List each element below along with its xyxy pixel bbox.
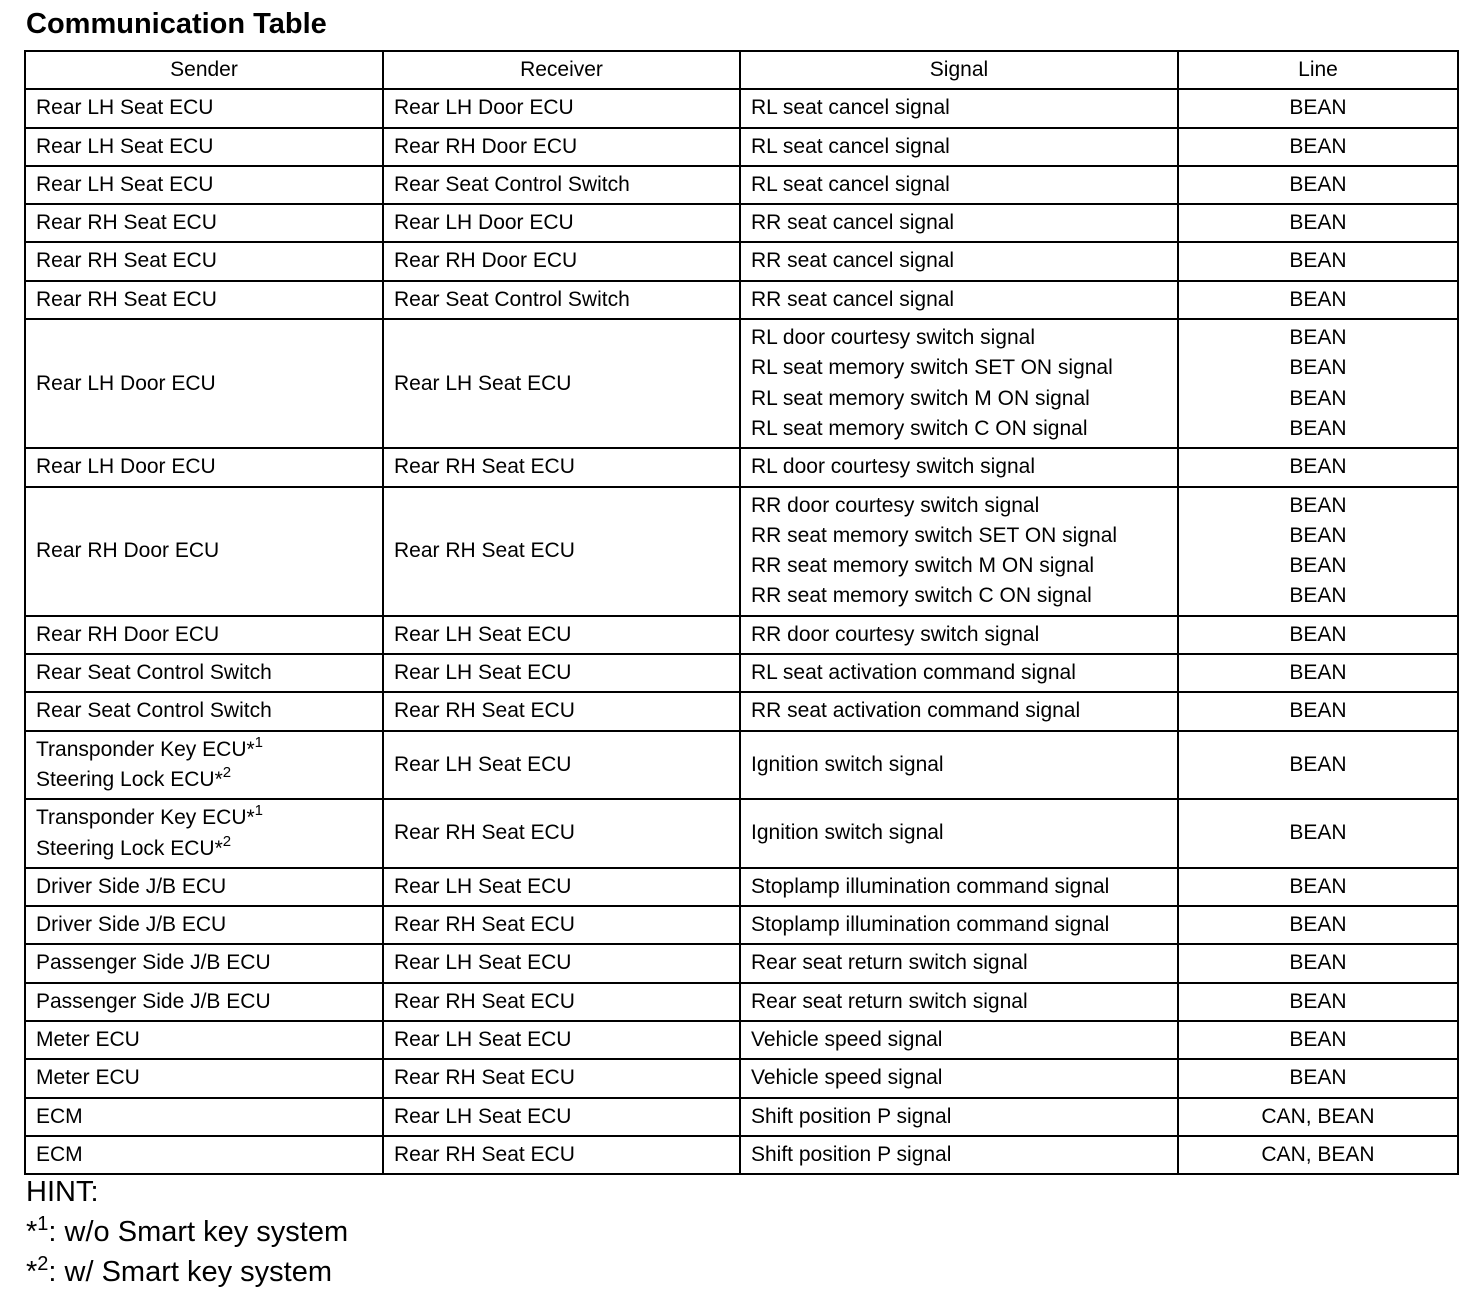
sender-text: Transponder Key ECU* [36, 806, 255, 830]
signal-name: RR door courtesy switch signal [751, 622, 1040, 646]
signal-name: RL door courtesy switch signal [751, 326, 1036, 350]
sender-cell [25, 944, 383, 982]
sender-text: Passenger Side J/B ECU [36, 951, 271, 975]
signal-cell [740, 319, 1178, 448]
signal-name: RL door courtesy switch signal [751, 455, 1036, 479]
receiver-cell: Rear RH Seat ECU [383, 983, 740, 1021]
signal-name: RR seat memory switch M ON signal [751, 554, 1095, 578]
line-type: BEAN [1289, 752, 1347, 776]
table-body [25, 89, 1458, 1174]
signal-name: Ignition switch signal [751, 752, 944, 776]
line-cell [1178, 692, 1458, 730]
signal-name: RR door courtesy switch signal [751, 493, 1040, 517]
line-type: BEAN [1289, 455, 1347, 479]
line-cell [1178, 868, 1458, 906]
receiver-cell: Rear RH Seat ECU [383, 1059, 740, 1097]
receiver-cell: Rear Seat Control Switch [383, 166, 740, 204]
line-type: BEAN [1289, 622, 1347, 646]
signal-name: RL seat cancel signal [751, 134, 950, 158]
sender-text: Rear Seat Control Switch [36, 699, 272, 723]
sender-text: Meter ECU [36, 1028, 140, 1052]
sender-cell [25, 1021, 383, 1059]
sender-cell [25, 281, 383, 319]
sender-text: Steering Lock ECU* [36, 767, 223, 791]
line-type: BEAN [1289, 989, 1347, 1013]
line-type: BEAN [1289, 821, 1347, 845]
signal-cell [740, 983, 1178, 1021]
sender-text: Rear RH Door ECU [36, 622, 220, 646]
receiver-cell: Rear RH Door ECU [383, 128, 740, 166]
signal-cell [740, 281, 1178, 319]
signal-name: Stoplamp illumination command signal [751, 913, 1110, 937]
line-type: BEAN [1289, 416, 1347, 440]
signal-name: Shift position P signal [751, 1104, 952, 1128]
signal-name: RL seat cancel signal [751, 96, 950, 120]
line-type: BEAN [1289, 96, 1347, 120]
table-row [25, 944, 1458, 982]
sender-name [36, 658, 372, 688]
line-type: BEAN [1289, 554, 1347, 578]
line-type: BEAN [1289, 249, 1347, 273]
table-row [25, 983, 1458, 1021]
sender-cell [25, 319, 383, 448]
sender-text: Rear RH Seat ECU [36, 211, 217, 235]
line-type: BEAN [1289, 356, 1347, 380]
sender-cell [25, 204, 383, 242]
signal-name: RL seat cancel signal [751, 172, 950, 196]
sender-name [36, 369, 372, 399]
signal-cell [740, 448, 1178, 486]
signal-name: Vehicle speed signal [751, 1028, 943, 1052]
signal-cell [740, 906, 1178, 944]
sender-text: Rear RH Seat ECU [36, 287, 217, 311]
table-row [25, 204, 1458, 242]
sender-cell [25, 242, 383, 280]
sender-text: Rear LH Door ECU [36, 455, 216, 479]
line-type: BEAN [1289, 699, 1347, 723]
sender-text: Steering Lock ECU* [36, 836, 223, 860]
line-cell [1178, 319, 1458, 448]
receiver-cell: Rear RH Seat ECU [383, 1136, 740, 1174]
line-type: BEAN [1289, 386, 1347, 410]
receiver-cell: Rear LH Seat ECU [383, 1098, 740, 1136]
signal-name: RR seat cancel signal [751, 287, 955, 311]
receiver-cell: Rear RH Seat ECU [383, 799, 740, 868]
hint-note [26, 1212, 348, 1252]
signal-cell [740, 1098, 1178, 1136]
receiver-cell: Rear LH Seat ECU [383, 1021, 740, 1059]
sender-name [36, 1102, 372, 1132]
sender-cell [25, 89, 383, 127]
signal-cell [740, 692, 1178, 730]
line-type: BEAN [1289, 951, 1347, 975]
line-cell [1178, 1021, 1458, 1059]
sender-text: Passenger Side J/B ECU [36, 989, 271, 1013]
signal-cell [740, 204, 1178, 242]
signal-name: RL seat memory switch C ON signal [751, 416, 1088, 440]
sender-text: Meter ECU [36, 1066, 140, 1090]
hint-note [26, 1252, 348, 1292]
table-row [25, 448, 1458, 486]
signal-cell [740, 868, 1178, 906]
line-type: CAN, BEAN [1261, 1104, 1375, 1128]
signal-name: Shift position P signal [751, 1142, 952, 1166]
receiver-cell: Rear RH Seat ECU [383, 448, 740, 486]
sender-text: Transponder Key ECU* [36, 737, 255, 761]
table-row [25, 166, 1458, 204]
signal-cell [740, 654, 1178, 692]
hint-section [26, 1172, 348, 1292]
line-type: BEAN [1289, 287, 1347, 311]
sender-text: Rear RH Door ECU [36, 539, 220, 562]
line-cell [1178, 1098, 1458, 1136]
footnote-superscript: 1 [254, 802, 263, 820]
table-header-row [25, 51, 1458, 89]
signal-cell [740, 731, 1178, 800]
sender-name [36, 1140, 372, 1170]
line-type: BEAN [1289, 1028, 1347, 1052]
sender-name [36, 93, 372, 123]
line-type: BEAN [1289, 523, 1347, 547]
sender-name [36, 872, 372, 902]
sender-name [36, 948, 372, 978]
line-type: BEAN [1289, 493, 1347, 517]
sender-name [36, 803, 372, 833]
sender-cell [25, 906, 383, 944]
signal-cell [740, 1021, 1178, 1059]
sender-cell [25, 1098, 383, 1136]
line-cell [1178, 906, 1458, 944]
table-row [25, 654, 1458, 692]
sender-cell [25, 983, 383, 1021]
table-row [25, 128, 1458, 166]
sender-cell [25, 487, 383, 616]
sender-name [36, 208, 372, 238]
sender-cell [25, 731, 383, 800]
hint-note-mark: * [26, 1256, 38, 1288]
table-row [25, 616, 1458, 654]
sender-cell [25, 128, 383, 166]
line-cell [1178, 281, 1458, 319]
hint-note-mark: * [26, 1216, 38, 1248]
sender-cell [25, 868, 383, 906]
signal-cell [740, 944, 1178, 982]
signal-cell [740, 89, 1178, 127]
receiver-cell: Rear Seat Control Switch [383, 281, 740, 319]
table-row [25, 1021, 1458, 1059]
header-receiver: Receiver [383, 51, 740, 89]
sender-name [36, 285, 372, 315]
sender-cell [25, 448, 383, 486]
footnote-superscript: 2 [222, 832, 232, 850]
signal-cell [740, 1059, 1178, 1097]
line-type: BEAN [1289, 211, 1347, 235]
receiver-cell: Rear RH Seat ECU [383, 487, 740, 616]
sender-name [36, 765, 372, 795]
signal-cell [740, 1136, 1178, 1174]
sender-name [36, 696, 372, 726]
page-title: Communication Table [26, 8, 327, 40]
sender-name [36, 834, 372, 864]
sender-name [36, 246, 372, 276]
sender-name [36, 910, 372, 940]
table-row [25, 906, 1458, 944]
sender-cell [25, 1136, 383, 1174]
signal-name: Stoplamp illumination command signal [751, 874, 1110, 898]
line-cell [1178, 242, 1458, 280]
signal-cell [740, 242, 1178, 280]
header-line: Line [1178, 51, 1458, 89]
line-cell [1178, 616, 1458, 654]
receiver-cell: Rear LH Seat ECU [383, 319, 740, 448]
hint-note-superscript: 2 [37, 1253, 49, 1275]
hint-note-text: : w/o Smart key system [48, 1216, 349, 1248]
table-row [25, 692, 1458, 730]
receiver-cell: Rear LH Seat ECU [383, 868, 740, 906]
receiver-cell: Rear LH Door ECU [383, 89, 740, 127]
receiver-cell: Rear LH Seat ECU [383, 616, 740, 654]
table-row [25, 487, 1458, 616]
signal-cell [740, 166, 1178, 204]
table-row [25, 731, 1458, 800]
line-cell [1178, 799, 1458, 868]
receiver-cell: Rear LH Seat ECU [383, 654, 740, 692]
sender-text: Rear LH Seat ECU [36, 134, 214, 158]
line-cell [1178, 1136, 1458, 1174]
receiver-cell: Rear RH Seat ECU [383, 692, 740, 730]
sender-name [36, 452, 372, 482]
table-row [25, 242, 1458, 280]
header-signal: Signal [740, 51, 1178, 89]
line-cell [1178, 448, 1458, 486]
sender-name [36, 735, 372, 765]
line-cell [1178, 654, 1458, 692]
line-type: BEAN [1289, 1066, 1347, 1090]
sender-cell [25, 692, 383, 730]
signal-cell [740, 616, 1178, 654]
line-cell [1178, 983, 1458, 1021]
signal-name: RR seat memory switch C ON signal [751, 584, 1092, 608]
signal-name: RR seat cancel signal [751, 249, 955, 273]
signal-name: RL seat memory switch M ON signal [751, 386, 1090, 410]
sender-cell [25, 799, 383, 868]
receiver-cell: Rear LH Seat ECU [383, 944, 740, 982]
sender-text: ECM [36, 1104, 83, 1128]
sender-text: Rear LH Door ECU [36, 371, 216, 395]
signal-name: RR seat activation command signal [751, 699, 1081, 723]
line-cell [1178, 204, 1458, 242]
footnote-superscript: 2 [222, 763, 232, 781]
receiver-cell: Rear RH Seat ECU [383, 906, 740, 944]
sender-text: ECM [36, 1142, 83, 1166]
table-row [25, 1059, 1458, 1097]
sender-name [36, 536, 372, 566]
sender-cell [25, 1059, 383, 1097]
line-type: BEAN [1289, 913, 1347, 937]
line-type: BEAN [1289, 326, 1347, 350]
signal-cell [740, 128, 1178, 166]
receiver-cell: Rear LH Door ECU [383, 204, 740, 242]
sender-text: Rear Seat Control Switch [36, 661, 272, 685]
sender-text: Driver Side J/B ECU [36, 913, 227, 937]
table-row [25, 1098, 1458, 1136]
line-cell [1178, 944, 1458, 982]
hint-note-superscript: 1 [37, 1213, 49, 1235]
sender-text: Rear LH Seat ECU [36, 96, 214, 120]
line-cell [1178, 487, 1458, 616]
table-row [25, 868, 1458, 906]
signal-name: Rear seat return switch signal [751, 951, 1028, 975]
sender-name [36, 620, 372, 650]
line-type: CAN, BEAN [1261, 1142, 1375, 1166]
hint-note-text: : w/ Smart key system [48, 1256, 333, 1288]
signal-name: Vehicle speed signal [751, 1066, 943, 1090]
hint-label: HINT: [26, 1176, 99, 1208]
signal-cell [740, 487, 1178, 616]
communication-table [24, 50, 1459, 1175]
signal-name: RL seat memory switch SET ON signal [751, 356, 1113, 380]
signal-name: Ignition switch signal [751, 821, 944, 845]
sender-name [36, 987, 372, 1017]
table-row [25, 1136, 1458, 1174]
line-type: BEAN [1289, 172, 1347, 196]
sender-text: Rear RH Seat ECU [36, 249, 217, 273]
line-cell [1178, 731, 1458, 800]
signal-name: Rear seat return switch signal [751, 989, 1028, 1013]
signal-name: RL seat activation command signal [751, 661, 1076, 685]
receiver-cell: Rear LH Seat ECU [383, 731, 740, 800]
line-cell [1178, 1059, 1458, 1097]
line-type: BEAN [1289, 134, 1347, 158]
table-row [25, 319, 1458, 448]
sender-name [36, 170, 372, 200]
signal-name: RR seat cancel signal [751, 211, 955, 235]
signal-cell [740, 799, 1178, 868]
sender-cell [25, 654, 383, 692]
sender-name [36, 1025, 372, 1055]
signal-name: RR seat memory switch SET ON signal [751, 523, 1118, 547]
line-cell [1178, 166, 1458, 204]
table-row [25, 89, 1458, 127]
line-type: BEAN [1289, 584, 1347, 608]
footnote-superscript: 1 [254, 733, 263, 751]
sender-text: Rear LH Seat ECU [36, 172, 214, 196]
line-cell [1178, 128, 1458, 166]
sender-text: Driver Side J/B ECU [36, 874, 227, 898]
sender-name [36, 1063, 372, 1093]
sender-cell [25, 616, 383, 654]
table-row [25, 799, 1458, 868]
line-type: BEAN [1289, 661, 1347, 685]
receiver-cell: Rear RH Door ECU [383, 242, 740, 280]
header-sender: Sender [25, 51, 383, 89]
table-row [25, 281, 1458, 319]
line-type: BEAN [1289, 874, 1347, 898]
sender-name [36, 132, 372, 162]
line-cell [1178, 89, 1458, 127]
sender-cell [25, 166, 383, 204]
